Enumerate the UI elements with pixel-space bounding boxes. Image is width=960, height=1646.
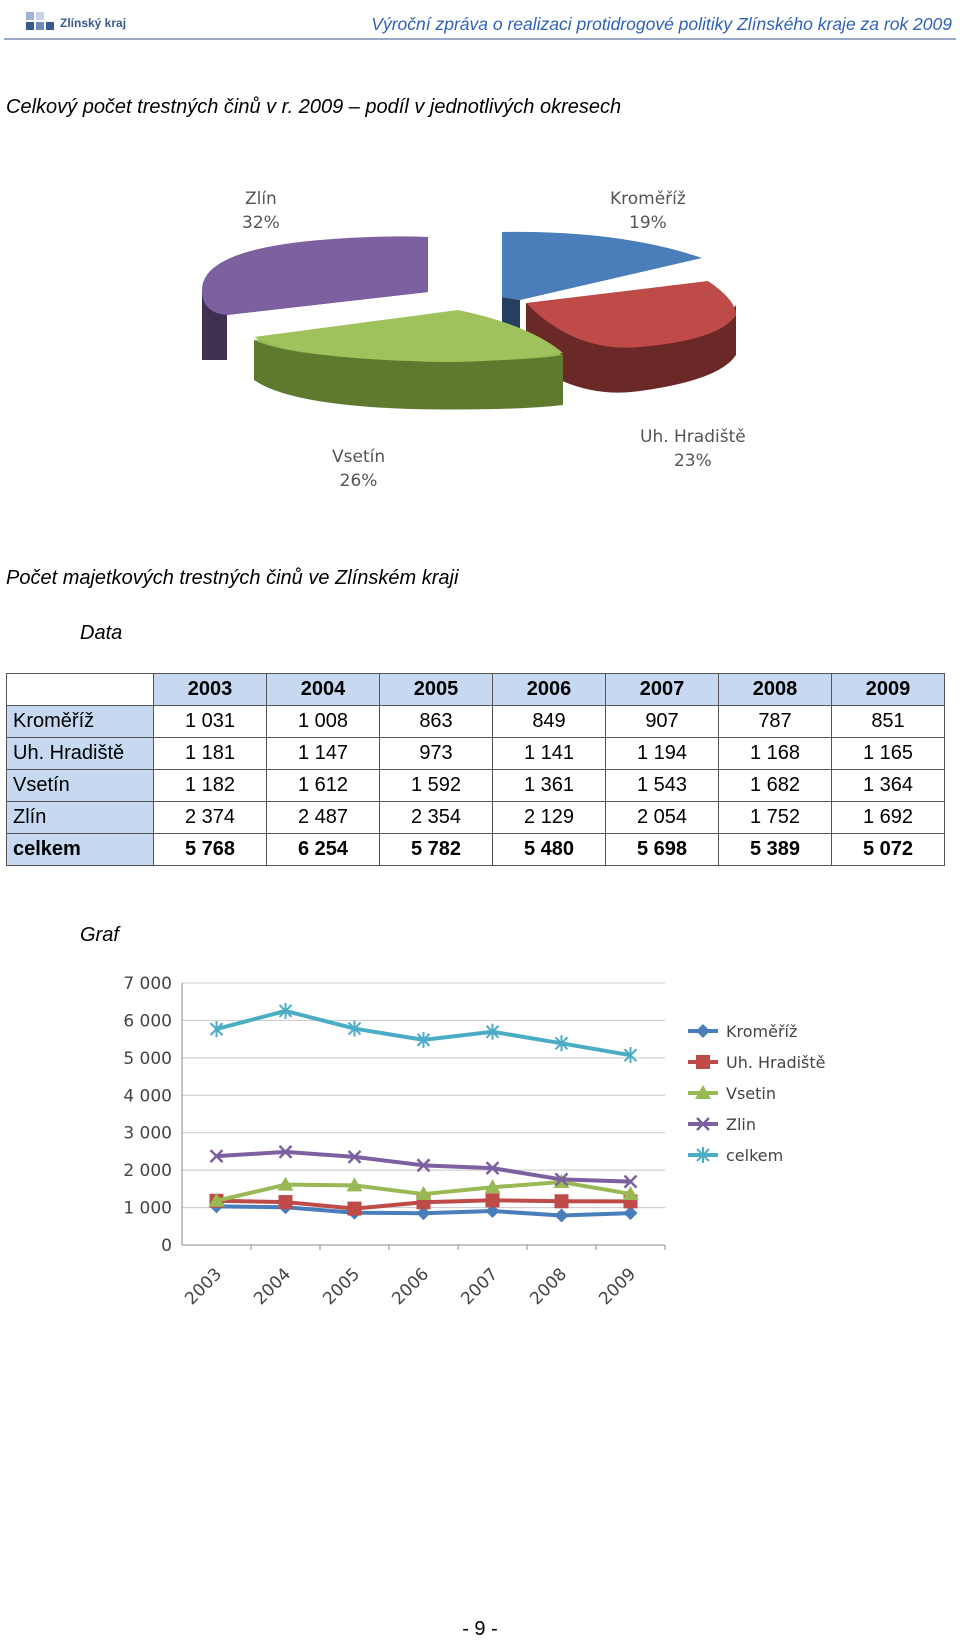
- page-number: - 9 -: [462, 1618, 498, 1640]
- data-point: [279, 1195, 293, 1209]
- data-point: [696, 1055, 710, 1069]
- table-cell: 5 782: [380, 834, 493, 866]
- y-tick-label: 0: [161, 1236, 172, 1256]
- crime-data-table: [6, 673, 945, 866]
- x-tick-label: 2005: [319, 1264, 365, 1310]
- y-tick-label: 1 000: [123, 1198, 172, 1219]
- row-label: Kroměříž: [7, 706, 154, 738]
- table-cell: 5 072: [832, 834, 945, 866]
- table-cell: 849: [493, 706, 606, 738]
- row-label: celkem: [7, 834, 154, 866]
- table-total-row: [7, 834, 945, 866]
- data-label: Data: [80, 622, 123, 644]
- table-cell: 6 254: [267, 834, 380, 866]
- y-tick-label: 6 000: [123, 1011, 172, 1032]
- data-point: [555, 1194, 569, 1208]
- x-tick-label: 2008: [526, 1264, 572, 1310]
- report-title: Výroční zpráva o realizaci protidrogové politiky Zlínského kraje za rok 2009: [371, 14, 952, 34]
- table-cell: 1 031: [154, 706, 267, 738]
- pie-slice-zlin: [202, 236, 428, 315]
- line-chart-svg: [90, 975, 930, 1335]
- y-tick-label: 7 000: [123, 975, 172, 994]
- x-tick-label: 2003: [181, 1264, 227, 1310]
- logo-squares-icon: [26, 12, 56, 34]
- table-cell: 1 194: [606, 738, 719, 770]
- legend-label: Zlin: [726, 1115, 756, 1134]
- zlinsky-kraj-logo: [26, 12, 136, 36]
- year-header: 2007: [606, 674, 719, 706]
- data-point: [555, 1209, 569, 1223]
- year-header: 2004: [267, 674, 380, 706]
- table-cell: 1 361: [493, 770, 606, 802]
- table-cell: 5 389: [719, 834, 832, 866]
- table-cell: 1 008: [267, 706, 380, 738]
- row-label: Uh. Hradiště: [7, 738, 154, 770]
- pie-label-kromeriz: Kroměříž 19%: [610, 189, 686, 233]
- x-tick-label: 2007: [457, 1264, 503, 1310]
- table-row: [7, 738, 945, 770]
- table-cell: 1 165: [832, 738, 945, 770]
- table-cell: 1 543: [606, 770, 719, 802]
- table-cell: 1 592: [380, 770, 493, 802]
- legend-label: Uh. Hradiště: [726, 1053, 826, 1072]
- x-tick-label: 2006: [388, 1264, 434, 1310]
- header-divider: [4, 38, 956, 40]
- table-cell: 1 182: [154, 770, 267, 802]
- table-cell: 2 487: [267, 802, 380, 834]
- pie-caption: Celkový počet trestných činů v r. 2009 – podíl v jednotlivých okresech: [6, 96, 622, 118]
- data-point: [348, 1202, 362, 1216]
- table-cell: 1 612: [267, 770, 380, 802]
- row-label: Vsetín: [7, 770, 154, 802]
- table-cell: 1 147: [267, 738, 380, 770]
- table-cell: 2 129: [493, 802, 606, 834]
- year-header: 2008: [719, 674, 832, 706]
- legend-label: celkem: [726, 1146, 784, 1165]
- table-corner-cell: [7, 674, 154, 706]
- table-cell: 787: [719, 706, 832, 738]
- data-point: [486, 1193, 500, 1207]
- legend-label: Kroměříž: [726, 1022, 798, 1041]
- table-header-row: [7, 674, 945, 706]
- year-header: 2003: [154, 674, 267, 706]
- pie-label-uh-hradiste: Uh. Hradiště 23%: [640, 427, 746, 471]
- table-cell: 1 168: [719, 738, 832, 770]
- table-cell: 2 354: [380, 802, 493, 834]
- y-tick-label: 3 000: [123, 1123, 172, 1144]
- table-cell: 5 698: [606, 834, 719, 866]
- year-header: 2006: [493, 674, 606, 706]
- table-cell: 863: [380, 706, 493, 738]
- pie-label-vsetin: Vsetín 26%: [332, 447, 386, 491]
- table-cell: 1 752: [719, 802, 832, 834]
- table-cell: 1 181: [154, 738, 267, 770]
- table-row: [7, 770, 945, 802]
- table-row: [7, 802, 945, 834]
- table-cell: 5 480: [493, 834, 606, 866]
- year-header: 2009: [832, 674, 945, 706]
- row-label: Zlín: [7, 802, 154, 834]
- page-header: [0, 0, 960, 42]
- graf-label: Graf: [80, 924, 119, 946]
- table-row: [7, 706, 945, 738]
- table-cell: 851: [832, 706, 945, 738]
- table-cell: 2 054: [606, 802, 719, 834]
- table-cell: 1 141: [493, 738, 606, 770]
- legend-label: Vsetin: [726, 1084, 776, 1103]
- logo-text: Zlínský kraj: [60, 16, 127, 30]
- pie-label-zlin: Zlín 32%: [242, 189, 280, 233]
- table-cell: 1 682: [719, 770, 832, 802]
- y-tick-label: 2 000: [123, 1161, 172, 1182]
- table-caption: Počet majetkových trestných činů ve Zlínském kraji: [6, 567, 459, 589]
- y-tick-label: 4 000: [123, 1086, 172, 1107]
- table-cell: 1 364: [832, 770, 945, 802]
- pie-chart: [180, 185, 800, 505]
- year-header: 2005: [380, 674, 493, 706]
- data-point: [696, 1024, 710, 1038]
- y-tick-label: 5 000: [123, 1048, 172, 1069]
- line-chart: [90, 975, 930, 1335]
- table-cell: 2 374: [154, 802, 267, 834]
- table-cell: 973: [380, 738, 493, 770]
- x-tick-label: 2009: [595, 1264, 641, 1310]
- table-cell: 5 768: [154, 834, 267, 866]
- table-cell: 1 692: [832, 802, 945, 834]
- x-tick-label: 2004: [250, 1264, 296, 1310]
- table-cell: 907: [606, 706, 719, 738]
